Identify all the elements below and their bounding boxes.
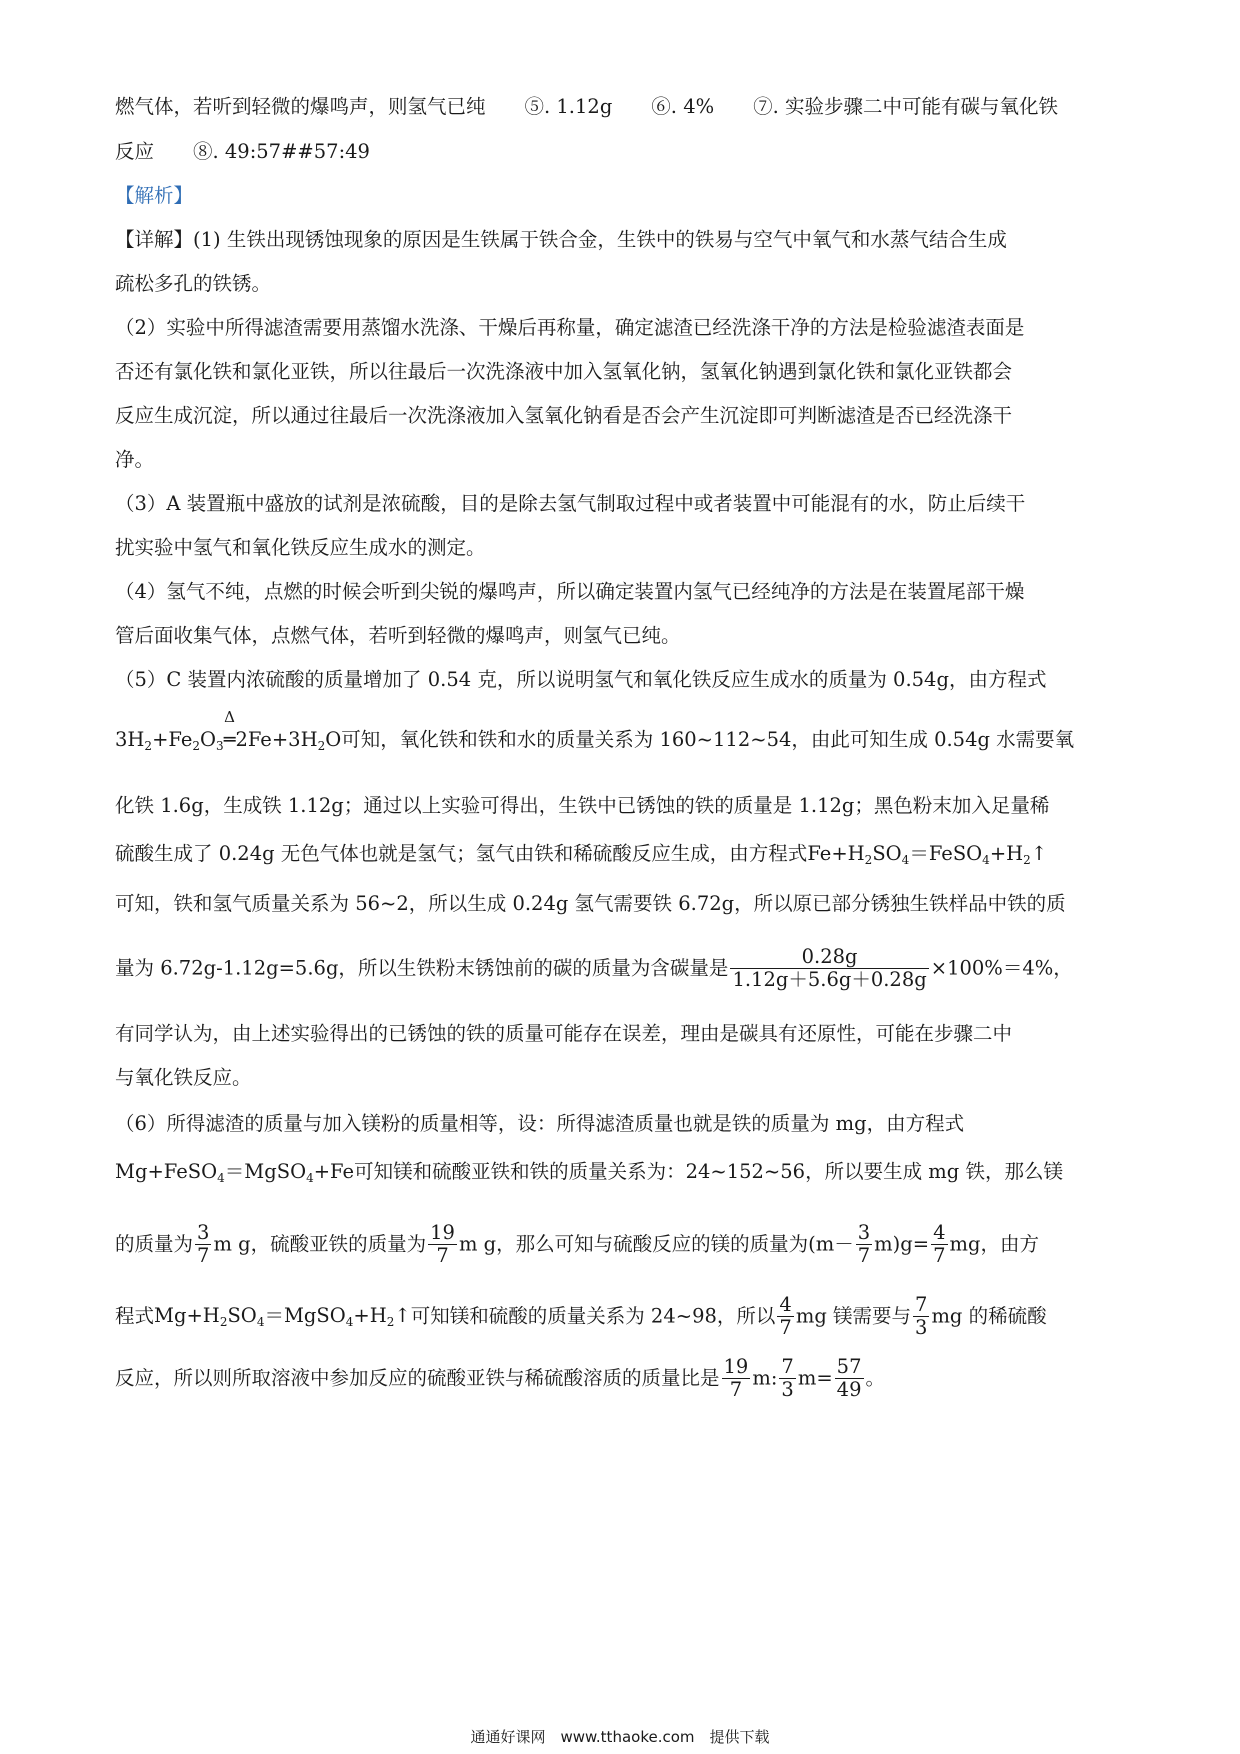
equation-mg-feso4: Mg+FeSO$_4$＝MgSO$_4$+Fe <box>115 1160 355 1185</box>
detail-line-15: 可知，铁和氢气质量关系为 56~2，所以生成 0.24g 氢气需要铁 6.72g，所以原已部分锈独生铁样品中铁的质 <box>115 892 1066 915</box>
detail-line-9: （4）氢气不纯，点燃的时候会听到尖锐的爆鸣声，所以确定装置内氢气已经纯净的方法是在装置尾部干燥 <box>115 580 1025 603</box>
fraction-4-7: $\frac{4}{7}$ <box>779 1293 792 1340</box>
detail-line-10: 管后面收集气体，点燃气体，若听到轻微的爆鸣声，则氢气已纯。 <box>115 624 681 647</box>
fraction-19-7: $\frac{19}{7}$ <box>430 1221 455 1268</box>
detail-line-17: 有同学认为，由上述实验得出的已锈蚀的铁的质量可能存在误差，理由是碳具有还原性，可能在步骤二中 <box>115 1022 1013 1045</box>
fraction-19-7: $\frac{19}{7}$ <box>723 1355 749 1402</box>
detail-line-1: 【详解】(1) 生铁出现锈蚀现象的原因是生铁属于铁合金，生铁中的铁易与空气中氧气和水蒸气结合生成 <box>115 228 1007 251</box>
detail-line-19: （6）所得滤渣的质量与加入镁粉的质量相等，设：所得滤渣质量也就是铁的质量为 mg，由方程式 <box>115 1112 965 1135</box>
detail-line-8: 扰实验中氢气和氧化铁反应生成水的测定。 <box>115 536 486 559</box>
detail-line-16: 量为 6.72g-1.12g=5.6g，所以生铁粉末锈蚀前的碳的质量为含碳量是 $\frac{0.28g}{1.12g+5.6g+0.28g}$ ×100%＝4%， <box>115 945 1073 992</box>
detail-line-11: （5）C 装置内浓硫酸的质量增加了 0.54 克，所以说明氢气和氧化铁反应生成水的质量为 0.54g，由方程式 <box>115 668 1047 691</box>
detail-line-18: 与氧化铁反应。 <box>115 1066 252 1089</box>
detail-line-5: 反应生成沉淀，所以通过往最后一次洗涤液加入氢氧化钠看是否会产生沉淀即可判断滤渣是否已经洗涤干 <box>115 404 1013 427</box>
fraction-4-7: $\frac{4}{7}$ <box>933 1221 946 1268</box>
fraction-3-7: $\frac{3}{7}$ <box>197 1221 210 1268</box>
detail-line-3: （2）实验中所得滤渣需要用蒸馏水洗涤、干燥后再称量，确定滤渣已经洗涤干净的方法是检验滤渣表面是 <box>115 316 1025 339</box>
detail-line-4: 否还有氯化铁和氯化亚铁，所以往最后一次洗涤液中加入氢氧化钠，氢氧化钠遇到氯化铁和氯化亚铁都会 <box>115 360 1013 383</box>
fraction-57-49: $\frac{57}{49}$ <box>836 1355 862 1402</box>
detail-line-12: $3H_2+Fe_2O_3$ Δ $═2Fe+3H_2O$可知，氧化铁和铁和水的质量关系为 160~112~54，由此可知生成 0.54g 水需要氧 <box>115 708 1075 753</box>
fraction-7-3: $\frac{7}{3}$ <box>781 1355 794 1402</box>
fraction-7-3: $\frac{7}{3}$ <box>915 1293 928 1340</box>
equation-mg-h2so4: $Mg+H_2SO_4=MgSO_4+H_2↑$ <box>154 1304 411 1330</box>
answer-line-1: 燃气体，若听到轻微的爆鸣声，则氢气已纯 ⑤. 1.12g ⑥. 4% ⑦. 实验步骤二中可能有碳与氧化铁 <box>115 95 1059 118</box>
carbon-percentage-fraction: $\frac{0.28g}{1.12g+5.6g+0.28g}$ <box>732 945 927 992</box>
fraction-3-7: $\frac{3}{7}$ <box>857 1221 871 1268</box>
detail-line-13: 化铁 1.6g，生成铁 1.12g；通过以上实验可得出，生铁中已锈蚀的铁的质量是 1.12g；黑色粉末加入足量稀 <box>115 794 1050 817</box>
detail-line-14: 硫酸生成了 0.24g 无色气体也就是氢气；氢气由铁和稀硫酸反应生成，由方程式$Fe+H_2SO_4=FeSO_4+H_2↑$ <box>115 842 1048 867</box>
equation-fe2o3-h2: $3H_2+Fe_2O_3$ Δ $═2Fe+3H_2O$ <box>115 708 342 753</box>
answer-line-2: 反应 ⑧. 49:57##57:49 <box>115 140 370 163</box>
detail-line-6: 净。 <box>115 448 155 471</box>
detail-line-20: Mg+FeSO$_4$＝MgSO$_4$+Fe可知镁和硫酸亚铁和铁的质量关系为：24~152~56，所以要生成 mg 铁，那么镁 <box>115 1160 1063 1185</box>
detail-line-2: 疏松多孔的铁锈。 <box>115 272 272 295</box>
analysis-heading: 【解析】 <box>115 184 194 207</box>
detail-line-21: 的质量为 $\frac{3}{7}$ m g，硫酸亚铁的质量为 $\frac{19}{7}$ m g，那么可知与硫酸反应的镁的质量为(m－ $\frac{3}{7}$ m)g= $\frac{4}{7}$ mg，由方 <box>115 1221 1039 1268</box>
detail-line-22: 程式$Mg+H_2SO_4=MgSO_4+H_2↑$可知镁和硫酸的质量关系为 24~98，所以 $\frac{4}{7}$ mg 镁需要与 $\frac{7}{3}$ mg 的稀硫酸 <box>115 1293 1047 1340</box>
page-footer: 通通好课网 www.tthaoke.com 提供下载 <box>470 1728 770 1746</box>
equation-fe-h2so4: $Fe+H_2SO_4=FeSO_4+H_2↑$ <box>807 842 1048 867</box>
detail-line-23: 反应，所以则所取溶液中参加反应的硫酸亚铁与稀硫酸溶质的质量比是 $\frac{19}{7}$ m: $\frac{7}{3}$ m= $\frac{57}{49}$ 。 <box>115 1355 886 1402</box>
detail-line-7: （3）A 装置瓶中盛放的试剂是浓硫酸，目的是除去氢气制取过程中或者装置中可能混有的水，防止后续干 <box>115 492 1026 515</box>
